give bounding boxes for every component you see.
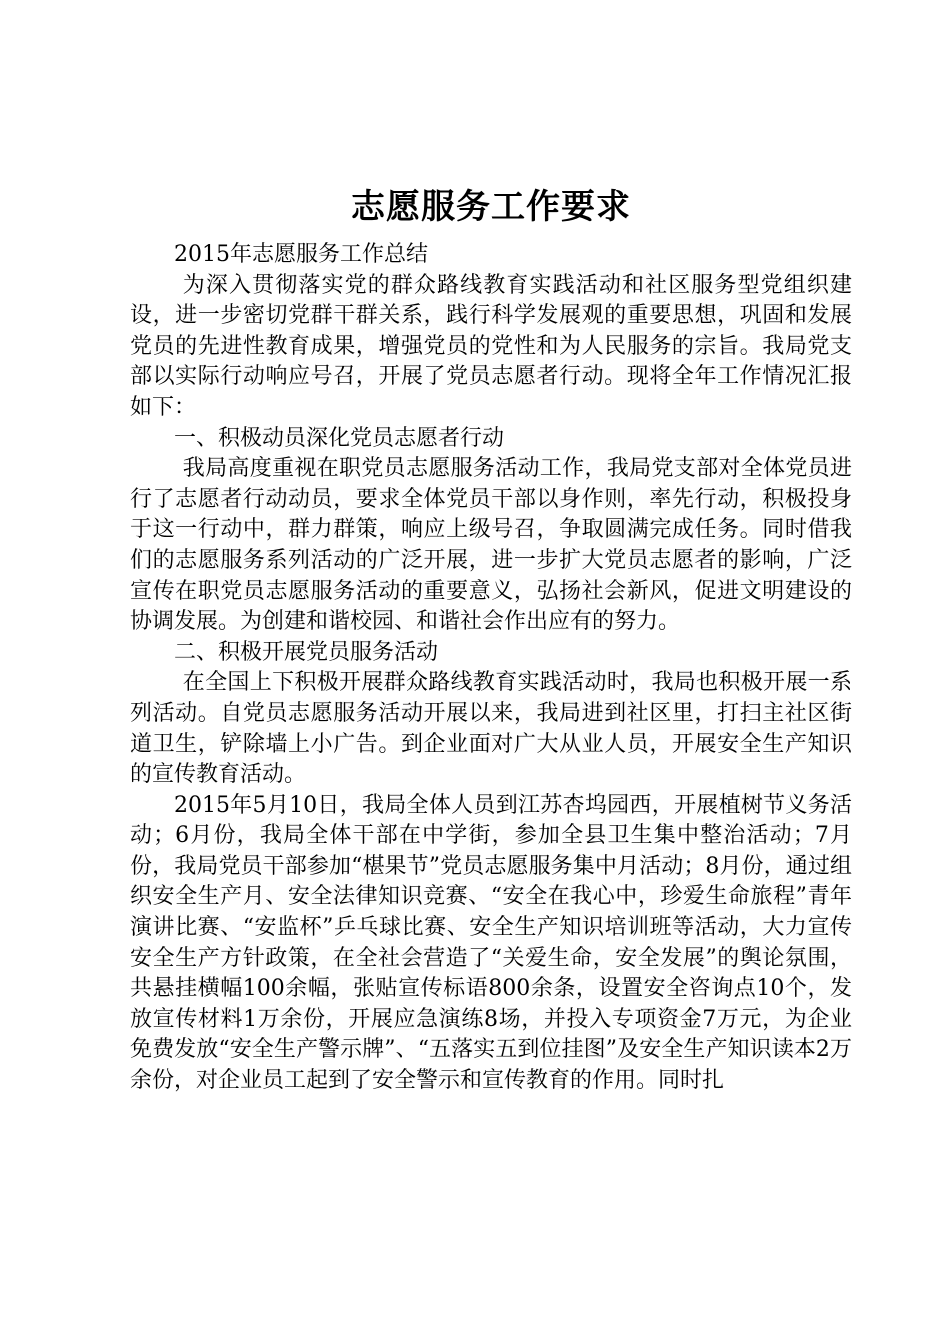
- intro-paragraph: 为深入贯彻落实党的群众路线教育实践活动和社区服务型党组织建设，进一步密切党群干群关系，践行科学发展观的重要思想，巩固和发展党员的先进性教育成果，增强党员的党性和为人民服务的宗旨。我局党支部以实际行动响应号召，开展了党员志愿者行动。现将全年工作情况汇报如下：: [130, 272, 852, 420]
- activities-paragraph: 2015年5月10日，我局全体人员到江苏杏坞园西，开展植树节义务活动；6月份，我局全体干部在中学街，参加全县卫生集中整治活动；7月份，我局党员干部参加“椹果节”党员志愿服务集中月活动；8月份，通过组织安全生产月、安全法律知识竞赛、“安全在我心中，珍爱生命旅程”青年演讲比赛、“安监杯”乒乓球比赛、安全生产知识培训班等活动，大力宣传安全生产方针政策，在全社会营造了“关爱生命，安全发展”的舆论氛围，共悬挂横幅100余幅，张贴宣传标语800余条，设置安全咨询点10个，发放宣传材料1万余份，开展应急演练8场，并投入专项资金7万元，为企业免费发放“安全生产警示牌”、“五落实五到位挂图”及安全生产知识读本2万余份，对企业员工起到了安全警示和宣传教育的作用。同时扎: [130, 792, 852, 1094]
- summary-heading: 2015年志愿服务工作总结: [174, 242, 428, 267]
- document-page: [130, 180, 852, 1097]
- section-2-paragraph: 在全国上下积极开展群众路线教育实践活动时，我局也积极开展一系列活动。自党员志愿服务活动开展以来，我局进到社区里，打扫主社区街道卫生，铲除墙上小广告。到企业面对广大从业人员，开展安全生产知识的宣传教育活动。: [130, 670, 852, 788]
- section-1-paragraph: 我局高度重视在职党员志愿服务活动工作，我局党支部对全体党员进行了志愿者行动动员，要求全体党员干部以身作则，率先行动，积极投身于这一行动中，群力群策，响应上级号召，争取圆满完成任务。同时借我们的志愿服务系列活动的广泛开展，进一步扩大党员志愿者的影响，广泛宣传在职党员志愿服务活动的重要意义，弘扬社会新风，促进文明建设的协调发展。为创建和谐校园、和谐社会作出应有的努力。: [130, 456, 852, 635]
- section-heading-1: 一、积极动员深化党员志愿者行动: [174, 425, 505, 451]
- section-heading-2: 二、积极开展党员服务活动: [174, 639, 439, 665]
- document-title: 志愿服务工作要求: [351, 187, 631, 227]
